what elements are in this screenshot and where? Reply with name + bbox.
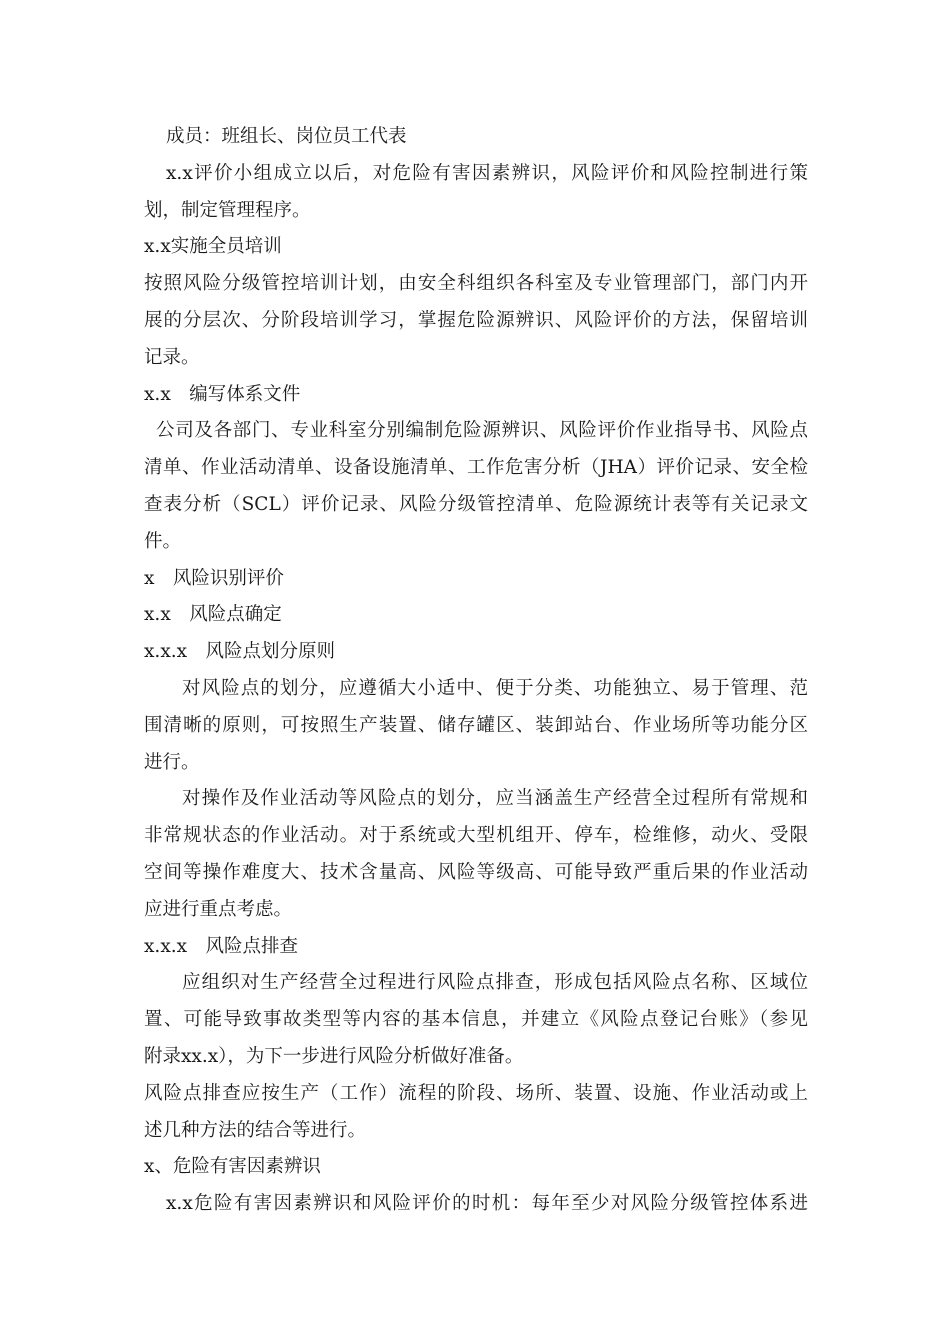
text-line: 展的分层次、分阶段培训学习，掌握危险源辨识、风险评价的方法，保留培训 — [144, 309, 808, 331]
text-line: 件。 — [144, 530, 182, 552]
text-line: x、危险有害因素辨识 — [144, 1156, 321, 1178]
text-line: x.x.x 风险点排查 — [144, 935, 299, 957]
text-line: 风险点排查应按生产（工作）流程的阶段、场所、装置、设施、作业活动或上 — [144, 1082, 808, 1104]
text-line: 置、可能导致事故类型等内容的基本信息，并建立《风险点登记台账》（参见 — [144, 1009, 808, 1031]
text-line: 清单、作业活动清单、设备设施清单、工作危害分析（JHA）评价记录、安全检 — [144, 457, 808, 479]
text-line: 非常规状态的作业活动。对于系统或大型机组开、停车，检维修，动火、受限 — [144, 825, 808, 847]
text-line: 应组织对生产经营全过程进行风险点排查，形成包括风险点名称、区域位 — [182, 972, 808, 994]
text-line: 应进行重点考虑。 — [144, 898, 293, 920]
text-line: x.x 编写体系文件 — [144, 383, 301, 405]
text-line: 进行。 — [144, 751, 200, 773]
text-line: x.x危险有害因素辨识和风险评价的时机：每年至少对风险分级管控体系进 — [166, 1193, 808, 1215]
text-line: 对操作及作业活动等风险点的划分，应当涵盖生产经营全过程所有常规和 — [182, 788, 808, 810]
text-line: 划，制定管理程序。 — [144, 199, 311, 221]
text-line: 空间等操作难度大、技术含量高、风险等级高、可能导致严重后果的作业活动 — [144, 861, 808, 883]
text-line: x.x.x 风险点划分原则 — [144, 641, 336, 663]
text-line: 查表分析（SCL）评价记录、风险分级管控清单、危险源统计表等有关记录文 — [144, 493, 808, 515]
document-body — [144, 119, 808, 1223]
text-line: 述几种方法的结合等进行。 — [144, 1119, 367, 1141]
text-line: 对风险点的划分，应遵循大小适中、便于分类、功能独立、易于管理、范 — [182, 677, 808, 699]
text-line: 附录xx.x），为下一步进行风险分析做好准备。 — [144, 1045, 524, 1067]
text-line: 公司及各部门、专业科室分别编制危险源辨识、风险评价作业指导书、风险点 — [156, 420, 808, 442]
text-line: x 风险识别评价 — [144, 567, 284, 589]
text-line: x.x 风险点确定 — [144, 604, 282, 626]
text-line: 成员：班组长、岗位员工代表 — [166, 126, 407, 147]
text-line: 按照风险分级管控培训计划，由安全科组织各科室及专业管理部门，部门内开 — [144, 273, 808, 295]
text-line: 记录。 — [144, 346, 200, 368]
text-line: x.x评价小组成立以后，对危险有害因素辨识，风险评价和风险控制进行策 — [166, 162, 808, 184]
text-line: x.x实施全员培训 — [144, 236, 282, 258]
text-line: 围清晰的原则，可按照生产装置、储存罐区、装卸站台、作业场所等功能分区 — [144, 714, 808, 736]
